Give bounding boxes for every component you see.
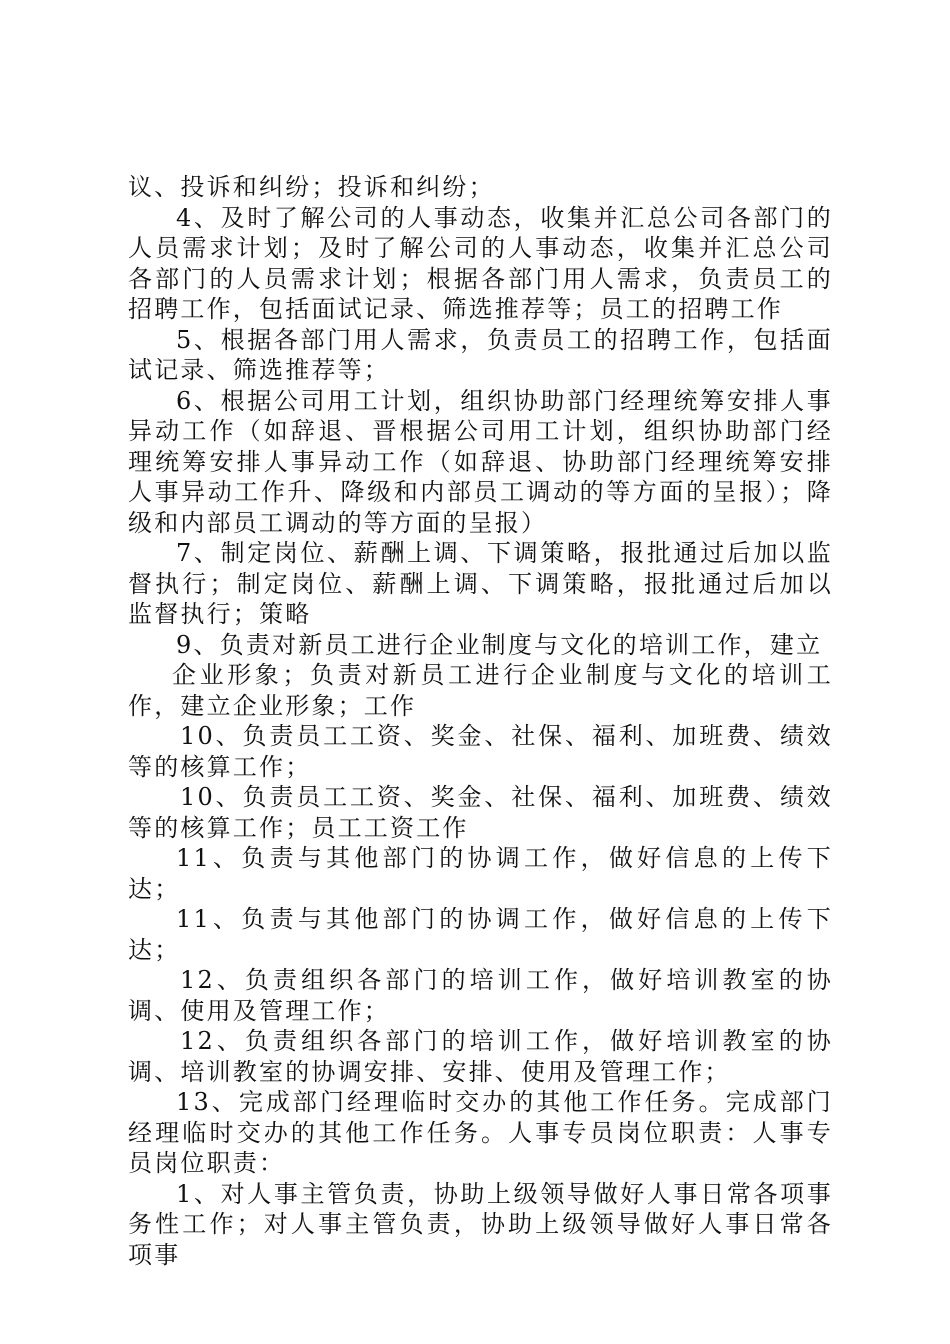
paragraph-item-9: 9、负责对新员工进行企业制度与文化的培训工作，建立 [176,630,823,659]
paragraph-item-9-continued: 企业形象；负责对新员工进行企业制度与文化的培训工作，建立企业形象；工作 [128,661,833,720]
paragraph-item-11: 11、负责与其他部门的协调工作，做好信息的上传下达； [128,844,833,903]
paragraph-item-7: 7、制定岗位、薪酬上调、下调策略，报批通过后加以监督执行；制定岗位、薪酬上调、下调策略，报批通过后加以监督执行；策略 [128,539,833,628]
paragraph-item-13: 13、完成部门经理临时交办的其他工作任务。完成部门经理临时交办的其他工作任务。人事专员岗位职责：人事专员岗位职责： [128,1088,833,1177]
paragraph-item-6: 6、根据公司用工计划，组织协助部门经理统筹安排人事异动工作（如辞退、晋根据公司用工计划，组织协助部门经理统筹安排人事异动工作（如辞退、协助部门经理统筹安排人事异动工作升、降级和内部员工调动的等方面的呈报）；降级和内部员工调动的等方面的呈报） [128,386,833,537]
paragraph-continuation: 议、投诉和纠纷；投诉和纠纷； [128,173,495,201]
paragraph-item-10-repeat: 10、负责员工工资、奖金、社保、福利、加班费、绩效等的核算工作；员工工资工作 [128,783,833,842]
paragraph-item-1: 1、对人事主管负责，协助上级领导做好人事日常各项事务性工作；对人事主管负责，协助上级领导做好人事日常各项事 [128,1179,833,1269]
paragraph-item-12: 12、负责组织各部门的培训工作，做好培训教室的协调、使用及管理工作； [128,966,833,1025]
paragraph-item-10: 10、负责员工工资、奖金、社保、福利、加班费、绩效等的核算工作； [128,722,833,781]
paragraph-item-12-repeat: 12、负责组织各部门的培训工作，做好培训教室的协调、培训教室的协调安排、安排、使用及管理工作； [128,1027,833,1086]
paragraph-item-4: 4、及时了解公司的人事动态，收集并汇总公司各部门的人员需求计划；及时了解公司的人事动态，收集并汇总公司各部门的人员需求计划；根据各部门用人需求，负责员工的招聘工作，包括面试记录、筛选推荐等；员工的招聘工作 [128,203,833,323]
paragraph-item-11-repeat: 11、负责与其他部门的协调工作，做好信息的上传下达； [128,905,833,964]
document-body [128,172,833,1270]
paragraph-item-5: 5、根据各部门用人需求，负责员工的招聘工作，包括面试记录、筛选推荐等； [128,325,833,384]
